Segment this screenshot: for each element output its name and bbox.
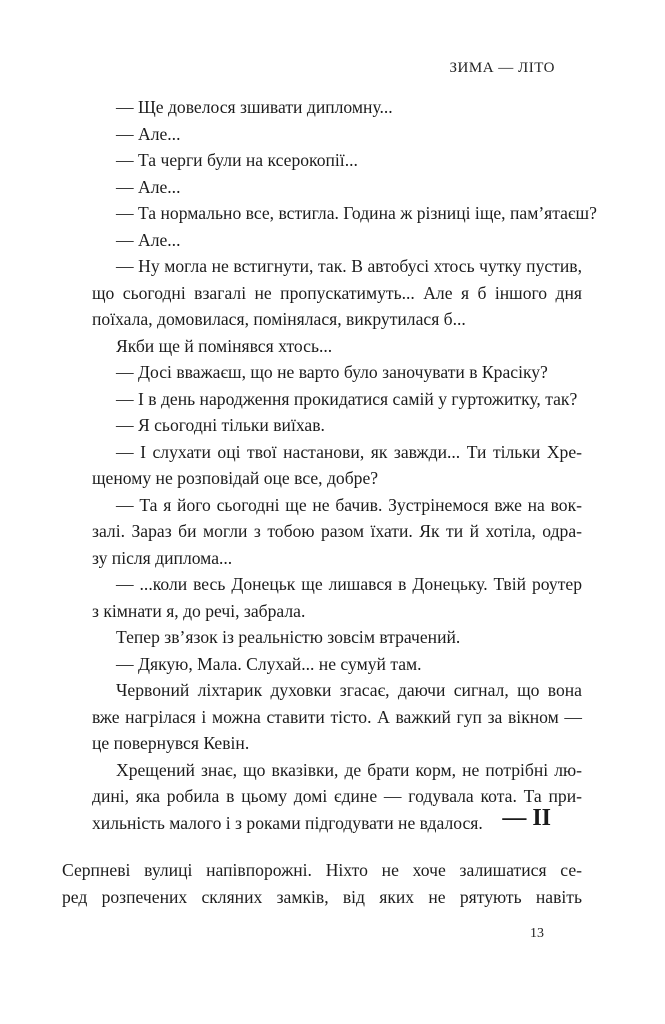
text-line: — ...коли весь Донецьк ще лишався в Донецьку. Твій роутер — [116, 574, 582, 594]
text-line: ред розпечених скляних замків, від яких не рятують навіть — [62, 886, 582, 907]
text-line: залі. Зараз би могли з тобою разом їхати. Як ти й хотіла, одра- — [92, 521, 582, 541]
text-line: щеному не розповідай оце все, добре? — [92, 468, 379, 488]
page-number: 13 — [530, 926, 544, 941]
text-line: Червоний ліхтарик духовки згасає, даючи сигнал, що вона — [116, 680, 582, 700]
text-line: — І слухати оці твої настанови, як завжди... Ти тільки Хре- — [116, 441, 582, 462]
text-line: — Ну могла не встигнути, так. В автобусі хтось чутку пустив, — [116, 256, 582, 276]
text-line: вже нагрілася і можна ставити тісто. А важкий гуп за вікном — — [92, 706, 582, 727]
text-line: — Дякую, Мала. Слухай... не сумуй там. — [116, 653, 422, 674]
text-line: Тепер зв’язок із реальністю зовсім втрачений. — [116, 627, 461, 647]
text-line: — Я сьогодні тільки виїхав. — [116, 415, 325, 435]
text-line: — Та я його сьогодні ще не бачив. Зустрінемося вже на вок- — [116, 494, 582, 515]
text-line: поїхала, домовилася, помінялася, викрутилася б... — [92, 309, 466, 329]
text-line: — Але... — [116, 123, 181, 144]
text-line: що сьогодні взагалі не пропускатимуть... Але я б іншого дня — [92, 282, 582, 303]
text-line: дині, яка робила в цьому домі єдине — годувала кота. Та при- — [92, 786, 582, 806]
section-heading: — II — [502, 805, 551, 831]
text-line: зу після диплома... — [92, 547, 233, 568]
body-text-block-1 — [92, 94, 597, 836]
running-head: ЗИМА — ЛІТО — [449, 60, 555, 76]
text-line: з кімнати я, до речі, забрала. — [92, 600, 306, 621]
body-text-block-2 — [62, 857, 582, 910]
text-line: — Ще довелося зшивати дипломну... — [116, 97, 393, 117]
text-line: — Досі вважаєш, що не варто було заночувати в Красіку? — [116, 362, 548, 382]
text-line: хильність малого і з роками підгодувати не вдалося. — [92, 812, 483, 833]
text-line: — І в день народження прокидатися самій у гуртожитку, так? — [116, 388, 578, 409]
text-line: — Але... — [116, 229, 181, 250]
text-line: Якби ще й помінявся хтось... — [116, 335, 333, 356]
text-line: — Та черги були на ксерокопії... — [116, 150, 358, 170]
text-line: Серпневі вулиці напівпорожні. Ніхто не хоче залишатися се- — [62, 860, 582, 880]
text-line: це повернувся Кевін. — [92, 733, 250, 753]
text-line: Хрещений знає, що вказівки, де брати корм, не потрібні лю- — [116, 759, 582, 780]
text-line: — Та нормально все, встигла. Година ж різниці іще, пам’ятаєш? — [116, 203, 597, 223]
text-line: — Але... — [116, 176, 181, 197]
